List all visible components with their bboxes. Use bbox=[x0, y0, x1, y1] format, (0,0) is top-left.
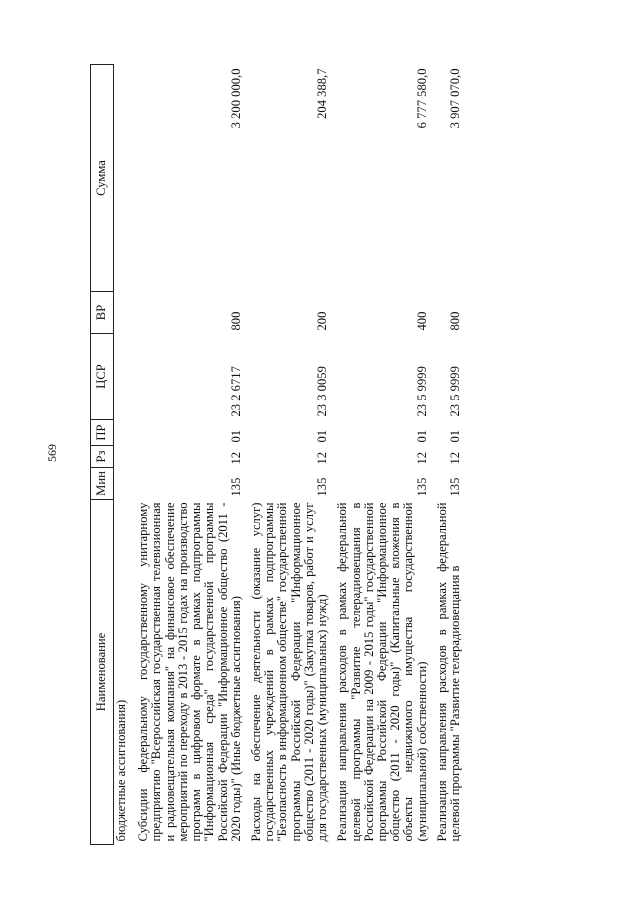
header-rz: Рз bbox=[91, 446, 114, 468]
header-min: Мин bbox=[91, 468, 114, 500]
row-name: Реализация направления расходов в рамках федеральной целевой программы "Развитие телерадиовещания в Российской Федерации на 2009 - 2015 годы" государственной программы Российской Федерации "Информационное общество (2011 - 2020 годы)" (Капитальные вложения в объекты недвижимого имущества государственной (муниципальной) собственности) bbox=[335, 502, 429, 842]
row-min: 135 bbox=[315, 477, 330, 497]
row-pr: 01 bbox=[448, 429, 463, 443]
budget-table bbox=[90, 64, 464, 845]
row-rz: 12 bbox=[228, 451, 243, 465]
header-pr: ПР bbox=[91, 420, 114, 446]
row-pr: 01 bbox=[228, 429, 243, 443]
row-csr: 23 3 0059 bbox=[315, 366, 330, 417]
table-header-row bbox=[91, 65, 114, 845]
row-rz bbox=[114, 446, 133, 468]
row-name: Субсидии федеральному государственному унитарному предприятию "Всероссийская государственная телевизионная и радиовещательная компания" на финансовое обеспечение мероприятий по переходу в 2013 - 2015 годах на производство программ в цифровом формате в рамках подпрограммы "Информационная среда" государственной программы Российской Федерации "Информационное общество (2011 - 2020 годы)" (Иные бюджетные ассигнования) bbox=[136, 502, 243, 842]
row-sum bbox=[114, 65, 133, 292]
page-number: 569 bbox=[44, 444, 59, 462]
row-sum: 6 777 580,0 bbox=[414, 68, 429, 129]
table-row bbox=[245, 65, 331, 845]
row-rz: 12 bbox=[414, 451, 429, 465]
row-min: 135 bbox=[414, 477, 429, 497]
row-min bbox=[114, 468, 133, 500]
row-name: Реализация направления расходов в рамках федеральной целевой программы "Развитие телерадиовещания в bbox=[434, 502, 463, 842]
row-csr: 23 5 9999 bbox=[414, 366, 429, 417]
row-sum: 3 907 070,0 bbox=[448, 68, 463, 129]
row-min: 135 bbox=[448, 477, 463, 497]
row-sum: 204 388,7 bbox=[315, 68, 330, 119]
table-row bbox=[331, 65, 431, 845]
row-pr: 01 bbox=[315, 429, 330, 443]
row-pr: 01 bbox=[414, 429, 429, 443]
table-row bbox=[114, 65, 133, 845]
row-vr: 800 bbox=[448, 311, 463, 331]
table-row bbox=[431, 65, 464, 845]
header-vr: ВР bbox=[91, 292, 114, 334]
header-csr: ЦСР bbox=[91, 334, 114, 420]
header-sum: Сумма bbox=[91, 65, 114, 292]
row-pr bbox=[114, 420, 133, 446]
table-row bbox=[132, 65, 245, 845]
rotated-page-content bbox=[90, 65, 630, 845]
row-csr: 23 5 9999 bbox=[448, 366, 463, 417]
row-vr: 400 bbox=[414, 311, 429, 331]
row-rz: 12 bbox=[315, 451, 330, 465]
row-rz: 12 bbox=[448, 451, 463, 465]
row-sum: 3 200 000,0 bbox=[228, 68, 243, 129]
row-vr: 800 bbox=[228, 311, 243, 331]
row-csr: 23 2 6717 bbox=[228, 366, 243, 417]
row-name: Расходы на обеспечение деятельности (оказание услуг) государственных учреждений в рамках подпрограммы "Безопасность в информационном обществе" государственной программы Российской Федерации "Информационное общество (2011 - 2020 годы)" (Закупка товаров, работ и услуг для государственных (муниципальных) нужд) bbox=[248, 502, 330, 842]
row-csr bbox=[114, 334, 133, 420]
header-name: Наименование bbox=[91, 500, 114, 845]
row-name: бюджетные ассигнования) bbox=[114, 699, 128, 842]
row-min: 135 bbox=[228, 477, 243, 497]
row-vr bbox=[114, 292, 133, 334]
row-vr: 200 bbox=[315, 311, 330, 331]
